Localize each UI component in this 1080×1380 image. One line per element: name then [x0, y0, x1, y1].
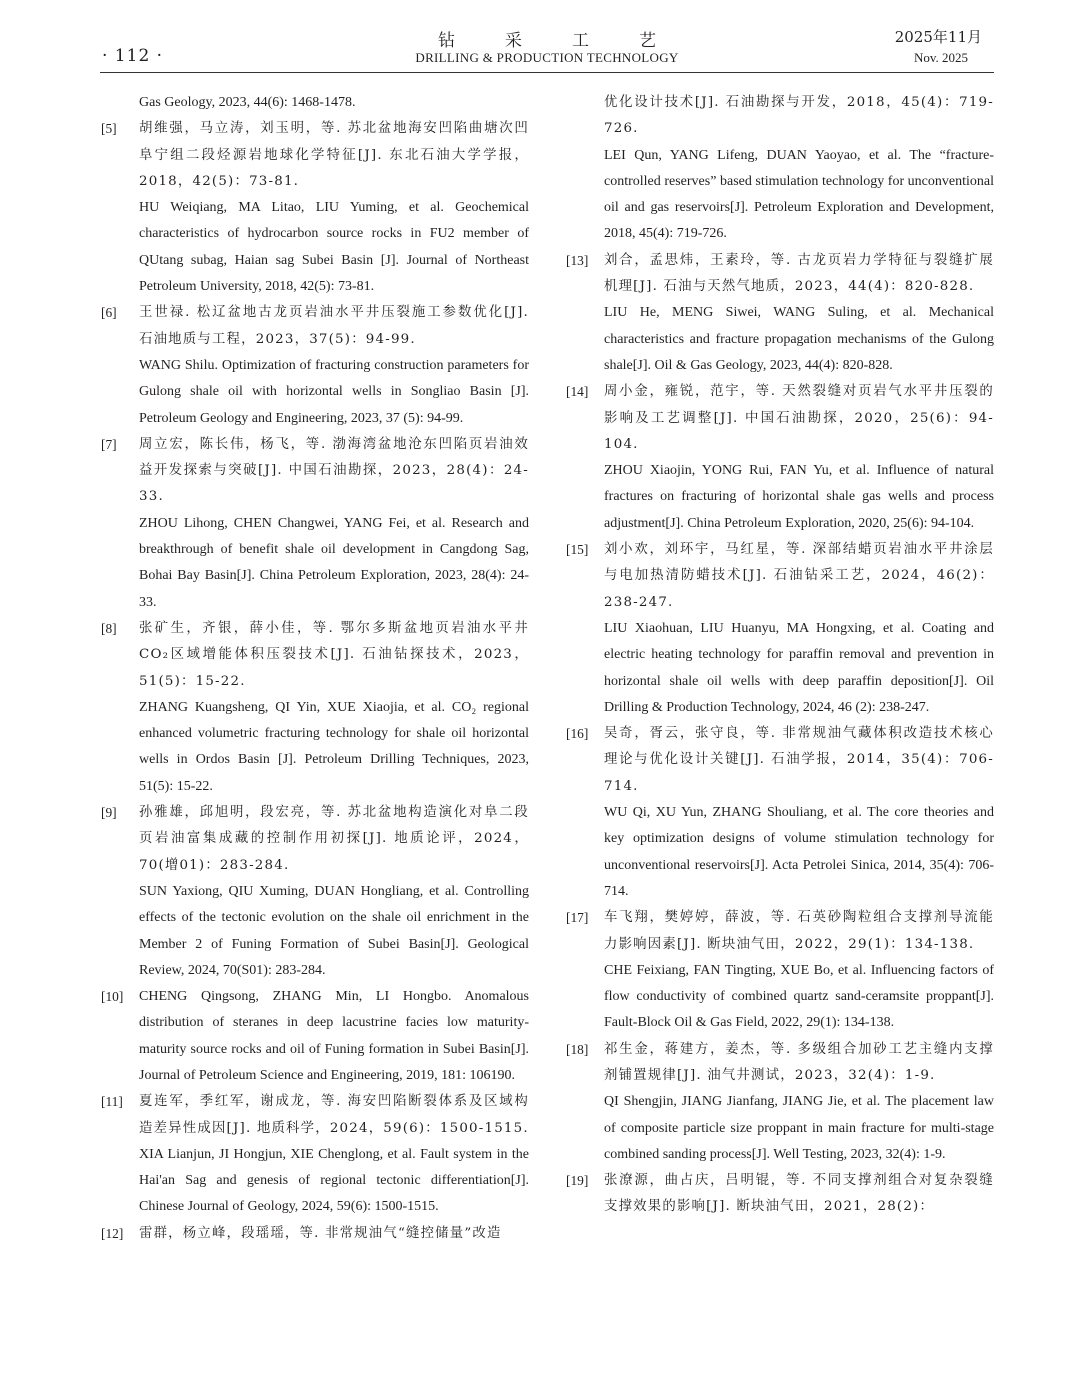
reference-text-cn: 周立宏，陈长伟，杨飞，等. 渤海湾盆地沧东凹陷页岩油效益开发探索与突破[J]. 中国石油勘探，2023，28(4)：24-33. — [139, 436, 529, 505]
reference-text-cn: 孙雅雄，邱旭明，段宏亮，等. 苏北盆地构造演化对阜二段页岩油富集成藏的控制作用初探[J]. 地质论评，2024，70(增01)：283-284. — [139, 805, 529, 873]
reference-entry — [101, 432, 529, 616]
reference-text-cn: 周小金，雍锐，范宇，等. 天然裂缝对页岩气水平井压裂的影响及工艺调整[J]. 中国石油勘探，2020，25(6)：94-104. — [604, 384, 994, 452]
reference-number: [6] — [101, 305, 117, 321]
reference-number: [19] — [566, 1173, 589, 1189]
reference-text-cn: 胡维强，马立涛，刘玉明，等. 苏北盆地海安凹陷曲塘次凹阜宁组二段烃源岩地球化学特征[J]. 东北石油大学学报，2018，42(5)：73-81. — [139, 121, 529, 189]
reference-text-cn: 祁生金，蒋建方，姜杰，等. 多级组合加砂工艺主缝内支撑剂铺置规律[J]. 油气井测试，2023，32(4)：1-9. — [604, 1041, 994, 1083]
reference-number: [17] — [566, 910, 589, 926]
right-column — [566, 90, 994, 1221]
reference-number: [14] — [566, 384, 589, 400]
journal-title-en: DRILLING & PRODUCTION TECHNOLOGY — [415, 50, 679, 65]
left-column — [101, 90, 529, 1247]
reference-entry — [566, 537, 994, 721]
reference-text-en: HU Weiqiang, MA Litao, LIU Yuming, et al. Geochemical characteristics of hydrocarbon source rocks in FU2 member of QUtang subag, Haian sag Subei Basin [J]. Journal of Northeast Petroleum University, 2018, 42(5): 73-81. — [139, 200, 529, 295]
reference-number: [12] — [101, 1225, 124, 1241]
reference-entry — [101, 800, 529, 984]
reference-text-en: ZHOU Xiaojin, YONG Rui, FAN Yu, et al. Influence of natural fractures on fracturing of horizontal shale gas wells and process adjustment[J]. China Petroleum Exploration, 2020, 25(6): 94-104. — [604, 463, 994, 531]
reference-text-en: QI Shengjin, JIANG Jianfang, JIANG Jie, et al. The placement law of composite particle size proppant in main fracture for multi-stage combined sanding process[J]. Well Testing, 2023, 32(4): 1-9. — [604, 1094, 994, 1162]
reference-number: [10] — [101, 989, 124, 1005]
reference-text-en: ZHOU Lihong, CHEN Changwei, YANG Fei, et al. Research and breakthrough of benefit shale oil development in Cangdong Sag, Bohai Bay Basin[J]. China Petroleum Exploration, 2023, 28(4): 24-33. — [139, 515, 529, 610]
reference-text-en: LEI Qun, YANG Lifeng, DUAN Yaoyao, et al. The “fracture-controlled reserves” based stimulation technology for unconventional oil and gas reservoirs[J]. Petroleum Exploration and Development, 2018, 45(4): 719-726. — [604, 147, 994, 242]
reference-text-cn: 张潦源，曲占庆，吕明锟，等. 不同支撑剂组合对复杂裂缝支撑效果的影响[J]. 断块油气田，2021，28(2)： — [604, 1173, 994, 1215]
reference-text-en: LIU He, MENG Siwei, WANG Suling, et al. Mechanical characteristics and fracture propagation mechanisms of the Gulong shale[J]. Oil & Gas Geology, 2023, 44(4): 820-828. — [604, 305, 994, 373]
reference-entry — [566, 248, 994, 379]
page-number: · 112 · — [102, 46, 164, 66]
reference-text-en: WU Qi, XU Yun, ZHANG Shouliang, et al. The core theories and key optimization designs of volume stimulation technology for unconventional reservoirs[J]. Acta Petrolei Sinica, 2014, 35(4): 706-714. — [604, 805, 994, 899]
reference-number: [9] — [101, 805, 117, 821]
reference-number: [13] — [566, 252, 589, 268]
reference-entry — [566, 1168, 994, 1221]
reference-text-cn: 王世禄. 松辽盆地古龙页岩油水平井压裂施工参数优化[J]. 石油地质与工程，2023，37(5)：94-99. — [139, 305, 529, 347]
reference-entry — [566, 1037, 994, 1168]
reference-number: [18] — [566, 1041, 589, 1057]
page-header — [100, 20, 994, 76]
reference-text-cn: 雷群，杨立峰，段瑶瑶，等. 非常规油气“缝控储量”改造 — [139, 1225, 502, 1241]
reference-text-cn: 车飞翔，樊婷婷，薛波，等. 石英砂陶粒组合支撑剂导流能力影响因素[J]. 断块油气田，2022，29(1)：134-138. — [604, 910, 994, 952]
reference-number: [15] — [566, 542, 589, 558]
reference-number: [16] — [566, 726, 589, 742]
reference-text-en: XIA Lianjun, JI Hongjun, XIE Chenglong, et al. Fault system in the Hai'an Sag and genesis of regional tectonic differentiation[J]. Chinese Journal of Geology, 2024, 59(6): 1500-1515. — [139, 1146, 529, 1215]
reference-entry — [566, 905, 994, 1036]
reference-entry — [101, 1221, 529, 1247]
reference-text-cn: 刘小欢，刘环宇，马红星，等. 深部结蜡页岩油水平井涂层与电加热清防蜡技术[J]. 石油钻采工艺，2024，46(2)：238-247. — [604, 542, 994, 610]
reference-text-cn: 刘合，孟思炜，王素玲，等. 古龙页岩力学特征与裂缝扩展机理[J]. 石油与天然气地质，2023，44(4)：820-828. — [604, 252, 994, 295]
reference-text-cn: 优化设计技术[J]. 石油勘探与开发，2018，45(4)：719-726. — [604, 95, 994, 137]
reference-text-en: CHENG Qingsong, ZHANG Min, LI Hongbo. Anomalous distribution of steranes in deep lacustrine facies low maturity-maturity source rocks and oil of Funing formation in Subei Basin[J]. Journal of Petroleum Science and Engineering, 2019, 181: 106190. — [139, 989, 529, 1083]
reference-text-cn: 吴奇，胥云，张守良，等. 非常规油气藏体积改造技术核心理论与优化设计关键[J]. 石油学报，2014，35(4)：706-714. — [604, 726, 994, 794]
reference-entry — [101, 616, 529, 800]
reference-entry — [101, 90, 529, 116]
reference-number: [11] — [101, 1094, 123, 1110]
reference-text-en: LIU Xiaohuan, LIU Huanyu, MA Hongxing, et al. Coating and electric heating technology for paraffin removal and prevention in horizontal shale oil wells with deep paraffin deposition[J]. Oil Drilling & Production Technology, 2024, 46 (2): 238-247. — [604, 620, 994, 715]
header-rule — [100, 72, 994, 73]
reference-text-en: SUN Yaxiong, QIU Xuming, DUAN Hongliang, et al. Controlling effects of the tectonic evolution on the shale oil enrichment in the Member 2 of Funing Formation of Subei Basin[J]. Geological Review, 2024, 70(S01): 283-284. — [139, 883, 529, 978]
reference-entry — [566, 90, 994, 248]
issue-date-cn: 2025年11月 — [894, 28, 982, 46]
reference-number: [8] — [101, 620, 117, 636]
reference-text-cn: 张矿生，齐银，薛小佳，等. 鄂尔多斯盆地页岩油水平井CO₂区域增能体积压裂技术[J]. 石油钻探技术，2023，51(5)：15-22. — [139, 620, 529, 689]
reference-entry — [101, 116, 529, 300]
reference-entry — [101, 300, 529, 431]
reference-entry — [566, 721, 994, 905]
reference-text-en: ZHANG Kuangsheng, QI Yin, XUE Xiaojia, et al. CO₂ regional enhanced volumetric fracturing technology for shale oil horizontal wells in Ordos Basin [J]. Petroleum Drilling Techniques, 2023, 51(5): 15-22. — [139, 699, 529, 794]
reference-number: [5] — [101, 121, 117, 137]
reference-text-cn: 夏连军，季红军，谢成龙，等. 海安凹陷断裂体系及区域构造差异性成因[J]. 地质科学，2024，59(6)：1500-1515. — [139, 1094, 529, 1136]
reference-entry — [101, 1089, 529, 1220]
reference-text-en: CHE Feixiang, FAN Tingting, XUE Bo, et al. Influencing factors of flow conductivity of combined quartz sand-ceramsite proppant[J]. Fault-Block Oil & Gas Field, 2022, 29(1): 134-138. — [604, 962, 994, 1031]
journal-title-cn: 钻采工艺 — [438, 31, 706, 51]
reference-entry — [101, 984, 529, 1089]
reference-entry — [566, 379, 994, 537]
reference-number: [7] — [101, 436, 117, 452]
reference-text-en: Gas Geology, 2023, 44(6): 1468-1478. — [139, 95, 356, 110]
reference-text-en: WANG Shilu. Optimization of fracturing construction parameters for Gulong shale oil with horizontal wells in Songliao Basin [J]. Petroleum Geology and Engineering, 2023, 37 (5): 94-99. — [139, 357, 529, 426]
issue-date-en: Nov. 2025 — [913, 50, 968, 65]
